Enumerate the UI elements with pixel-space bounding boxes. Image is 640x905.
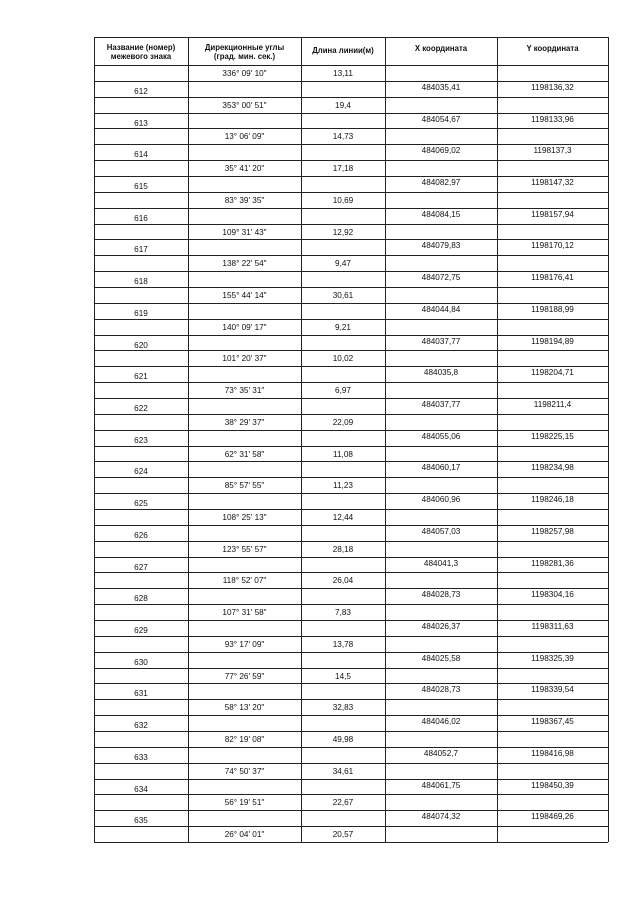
row-divider [94,113,608,114]
length-cell: 9,47 [335,259,351,269]
angle-cell: 93° 17' 09" [224,639,265,649]
y-coordinate-cell: 1198136,32 [531,82,574,92]
x-coordinate-cell: 484044,84 [421,304,461,314]
point-name-cell: 615 [134,181,148,191]
row-divider [94,176,608,177]
row-divider [94,224,608,225]
table-top-border [94,37,608,38]
row-divider [94,794,608,795]
x-coordinate-cell: 484054,67 [421,114,461,124]
point-name-cell: 628 [134,594,148,604]
point-name-cell: 614 [134,150,148,160]
length-cell: 20,57 [332,830,354,840]
y-coordinate-cell: 1198339,54 [531,685,574,695]
point-name-cell: 635 [134,816,148,826]
length-cell: 32,83 [332,703,354,713]
x-coordinate-cell: 484037,77 [421,336,461,346]
row-divider [94,350,608,351]
angle-cell: 13° 06' 09" [224,132,265,142]
y-coordinate-cell: 1198194,89 [531,336,574,346]
length-cell: 22,09 [332,417,354,427]
point-name-cell: 617 [134,245,148,255]
y-coordinate-cell: 1198137,3 [533,146,572,156]
point-name-cell: 627 [134,562,148,572]
angle-cell: 108° 25' 13" [222,512,267,522]
angle-cell: 82° 19' 08" [224,734,265,744]
length-cell: 11,23 [333,481,353,491]
row-divider [94,541,608,542]
x-coordinate-cell: 484069,02 [421,146,461,156]
row-divider [94,335,608,336]
y-coordinate-cell: 1198188,99 [531,304,574,314]
length-cell: 34,61 [332,766,354,776]
angle-cell: 77° 26' 59" [224,671,265,681]
row-divider [94,287,608,288]
y-coordinate-cell: 1198246,18 [531,495,574,505]
y-coordinate-cell: 1198133,96 [531,114,574,124]
angle-cell: 83° 39' 35" [224,195,265,205]
x-coordinate-cell: 484057,03 [421,526,461,536]
angle-cell: 38° 29' 37" [224,417,265,427]
row-divider [94,366,608,367]
point-name-cell: 613 [134,118,148,128]
angle-cell: 140° 09' 17" [222,322,267,332]
length-cell: 7,83 [335,608,351,618]
length-cell: 19,4 [335,100,351,110]
angle-cell: 74° 50' 37" [224,766,265,776]
y-coordinate-cell: 1198281,36 [531,558,574,568]
angle-cell: 62° 31' 58" [224,449,265,459]
y-coordinate-cell: 1198325,39 [531,653,574,663]
angle-cell: 101° 20' 37" [222,354,267,364]
length-cell: 13,11 [333,68,353,78]
point-name-cell: 620 [134,340,148,350]
angle-cell: 336° 09' 10" [222,68,267,78]
y-coordinate-cell: 1198147,32 [531,177,574,187]
row-divider [94,731,608,732]
point-name-cell: 633 [134,752,148,762]
point-name-cell: 634 [134,784,148,794]
row-divider [94,699,608,700]
row-divider [94,715,608,716]
angle-cell: 123° 55' 57" [222,544,267,554]
point-name-cell: 612 [134,86,148,96]
header-y: Y координата [526,44,579,53]
x-coordinate-cell: 484074,32 [421,812,461,822]
x-coordinate-cell: 484026,37 [421,621,461,631]
length-cell: 9,21 [335,322,351,332]
row-divider [94,303,608,304]
angle-cell: 138° 22' 54" [222,259,267,269]
row-divider [94,810,608,811]
y-coordinate-cell: 1198176,41 [531,273,574,283]
row-divider [94,144,608,145]
y-coordinate-cell: 1198257,98 [531,526,574,536]
row-divider [94,128,608,129]
x-coordinate-cell: 484037,77 [421,399,461,409]
length-cell: 11,08 [333,449,353,459]
header-angle: Дирекционные углы (град. мин. сек.) [204,43,285,61]
point-name-cell: 619 [134,308,148,318]
row-divider [94,747,608,748]
point-name-cell: 621 [134,372,148,382]
column-divider [385,37,386,842]
row-divider [94,525,608,526]
length-cell: 13,78 [332,639,354,649]
length-cell: 12,92 [332,227,354,237]
row-divider [94,572,608,573]
y-coordinate-cell: 1198225,15 [531,431,574,441]
y-coordinate-cell: 1198204,71 [531,368,574,378]
point-name-cell: 631 [134,689,148,699]
x-coordinate-cell: 484041,3 [423,558,459,568]
y-coordinate-cell: 1198416,98 [531,748,574,758]
row-divider [94,636,608,637]
y-coordinate-cell: 1198469,26 [531,812,574,822]
row-divider [94,208,608,209]
row-divider [94,461,608,462]
row-divider [94,160,608,161]
x-coordinate-cell: 484084,15 [421,209,461,219]
length-cell: 10,69 [332,195,354,205]
angle-cell: 109° 31' 43" [222,227,267,237]
angle-cell: 107° 31' 58" [222,608,267,618]
length-cell: 14,5 [335,671,351,681]
row-divider [94,826,608,827]
angle-cell: 353° 00' 51" [222,100,267,110]
angle-cell: 35° 41' 20" [224,164,265,174]
table-bottom-border [94,842,608,843]
length-cell: 28,18 [332,544,354,554]
column-divider [301,37,302,842]
x-coordinate-cell: 484035,41 [421,82,461,92]
x-coordinate-cell: 484079,83 [421,241,461,251]
row-divider [94,683,608,684]
point-name-cell: 622 [134,403,148,413]
row-divider [94,255,608,256]
length-cell: 10,02 [332,354,354,364]
row-divider [94,446,608,447]
row-divider [94,319,608,320]
row-divider [94,192,608,193]
angle-cell: 58° 13' 20" [224,703,265,713]
row-divider [94,81,608,82]
coordinates-table [94,37,608,842]
row-divider [94,477,608,478]
y-coordinate-cell: 1198234,98 [531,463,574,473]
point-name-cell: 624 [134,467,148,477]
angle-cell: 26° 04' 01" [224,830,265,840]
x-coordinate-cell: 484025,58 [421,653,461,663]
length-cell: 22,67 [332,798,354,808]
row-divider [94,509,608,510]
row-divider [94,668,608,669]
x-coordinate-cell: 484072,75 [421,273,461,283]
angle-cell: 118° 52' 07" [222,576,267,586]
y-coordinate-cell: 1198211,4 [533,399,572,409]
row-divider [94,382,608,383]
row-divider [94,763,608,764]
y-coordinate-cell: 1198367,45 [531,717,574,727]
y-coordinate-cell: 1198311,63 [531,621,574,631]
column-divider [497,37,498,842]
length-cell: 12,44 [332,512,354,522]
x-coordinate-cell: 484061,75 [421,780,461,790]
point-name-cell: 630 [134,657,148,667]
header-length: Длина линии(м) [312,46,374,55]
point-name-cell: 629 [134,625,148,635]
point-name-cell: 616 [134,213,148,223]
row-divider [94,239,608,240]
y-coordinate-cell: 1198304,16 [531,590,574,600]
row-divider [94,557,608,558]
row-divider [94,97,608,98]
row-divider [94,588,608,589]
header-divider [94,65,608,66]
x-coordinate-cell: 484028,73 [421,590,461,600]
angle-cell: 56° 19' 51" [224,798,265,808]
length-cell: 49,98 [332,734,354,744]
x-coordinate-cell: 484060,96 [421,495,461,505]
row-divider [94,430,608,431]
y-coordinate-cell: 1198170,12 [531,241,574,251]
row-divider [94,398,608,399]
row-divider [94,414,608,415]
point-name-cell: 623 [134,435,148,445]
angle-cell: 73° 35' 31" [224,386,265,396]
length-cell: 17,18 [332,164,354,174]
column-divider [608,37,609,842]
x-coordinate-cell: 484035,8 [423,368,459,378]
length-cell: 6,97 [335,386,351,396]
x-coordinate-cell: 484028,73 [421,685,461,695]
x-coordinate-cell: 484046,02 [421,717,461,727]
row-divider [94,779,608,780]
y-coordinate-cell: 1198450,39 [531,780,574,790]
row-divider [94,493,608,494]
x-coordinate-cell: 484055,06 [421,431,461,441]
point-name-cell: 625 [134,499,148,509]
y-coordinate-cell: 1198157,94 [531,209,574,219]
x-coordinate-cell: 484052,7 [423,748,459,758]
row-divider [94,652,608,653]
row-divider [94,620,608,621]
length-cell: 30,61 [332,290,354,300]
angle-cell: 155° 44' 14" [222,290,267,300]
point-name-cell: 618 [134,277,148,287]
row-divider [94,604,608,605]
length-cell: 14,73 [332,132,354,142]
angle-cell: 85° 57' 55" [224,481,265,491]
point-name-cell: 626 [134,530,148,540]
x-coordinate-cell: 484082,97 [421,177,461,187]
header-x: Х координата [414,44,468,53]
point-name-cell: 632 [134,721,148,731]
header-name: Название (номер) межевого знака [106,43,176,61]
length-cell: 26,04 [332,576,354,586]
x-coordinate-cell: 484060,17 [421,463,461,473]
column-divider [188,37,189,842]
row-divider [94,271,608,272]
column-divider [94,37,95,842]
